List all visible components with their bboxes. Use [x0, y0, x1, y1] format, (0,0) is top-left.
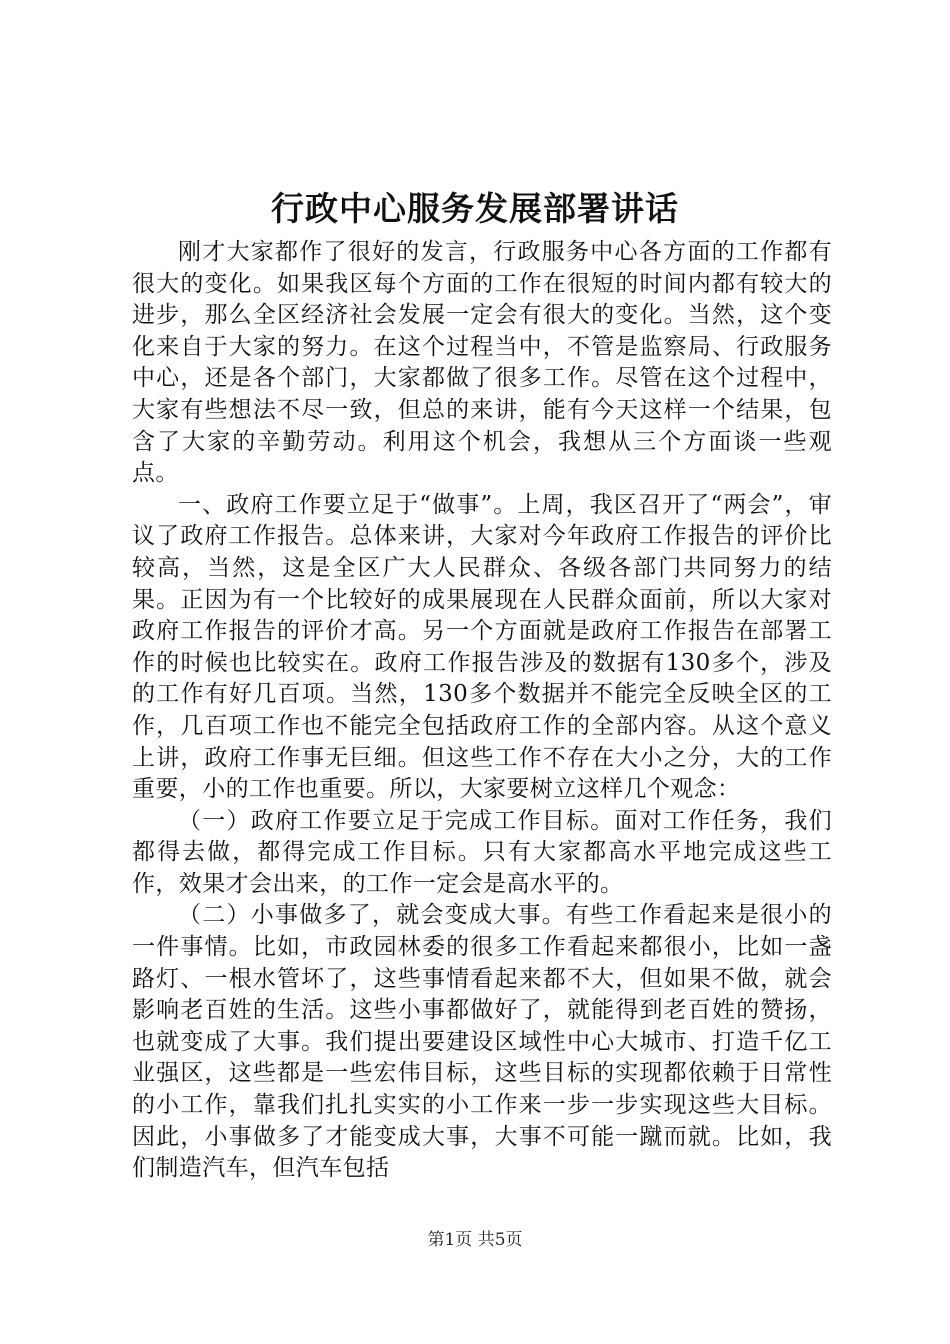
paragraph-point-one: （一）政府工作要立足于完成工作目标。面对工作任务，我们都得去做，都得完成工作目标。只有大家都高水平地完成这些工作，效果才会出来，的工作一定会是高水平的。: [132, 807, 832, 897]
document-title: 行政中心服务发展部署讲话: [271, 189, 679, 228]
paragraph-intro: 刚才大家都作了很好的发言，行政服务中心各方面的工作都有很大的变化。如果我区每个方面的工作在很短的时间内都有较大的进步，那么全区经济社会发展一定会有很大的变化。当然，这个变化来自于大家的努力。在这个过程当中，不管是监察局、行政服务中心，还是各个部门，大家都做了很多工作。尽管在这个过程中，大家有些想法不尽一致，但总的来讲，能有今天这样一个结果，包含了大家的辛勤劳动。利用这个机会，我想从三个方面谈一些观点。: [132, 239, 832, 487]
page-number-footer: 第1页 共5页: [427, 1230, 523, 1250]
document-body: [132, 237, 832, 1185]
paragraph-section-one: 一、政府工作要立足于“做事”。上周，我区召开了“两会”，审议了政府工作报告。总体来讲，大家对今年政府工作报告的评价比较高，当然，这是全区广大人民群众、各级各部门共同努力的结果。正因为有一个比较好的成果展现在人民群众面前，所以大家对政府工作报告的评价才高。另一个方面就是政府工作报告在部署工作的时候也比较实在。政府工作报告涉及的数据有130多个，涉及的工作有好几百项。当然，130多个数据并不能完全反映全区的工作，几百项工作也不能完全包括政府工作的全部内容。从这个意义上讲，政府工作事无巨细。但这些工作不存在大小之分，大的工作重要，小的工作也重要。所以，大家要树立这样几个观念：: [132, 491, 832, 803]
paragraph-point-two: （二）小事做多了，就会变成大事。有些工作看起来是很小的一件事情。比如，市政园林委的很多工作看起来都很小，比如一盏路灯、一根水管坏了，这些事情看起来都不大，但如果不做，就会影响老百姓的生活。这些小事都做好了，就能得到老百姓的赞扬，也就变成了大事。我们提出要建设区域性中心大城市、打造千亿工业强区，这些都是一些宏伟目标，这些目标的实现都依赖于日常性的小工作，靠我们扎扎实实的小工作来一步一步实现这些大目标。因此，小事做多了才能变成大事，大事不可能一蹴而就。比如，我们制造汽车，但汽车包括: [132, 902, 832, 1182]
